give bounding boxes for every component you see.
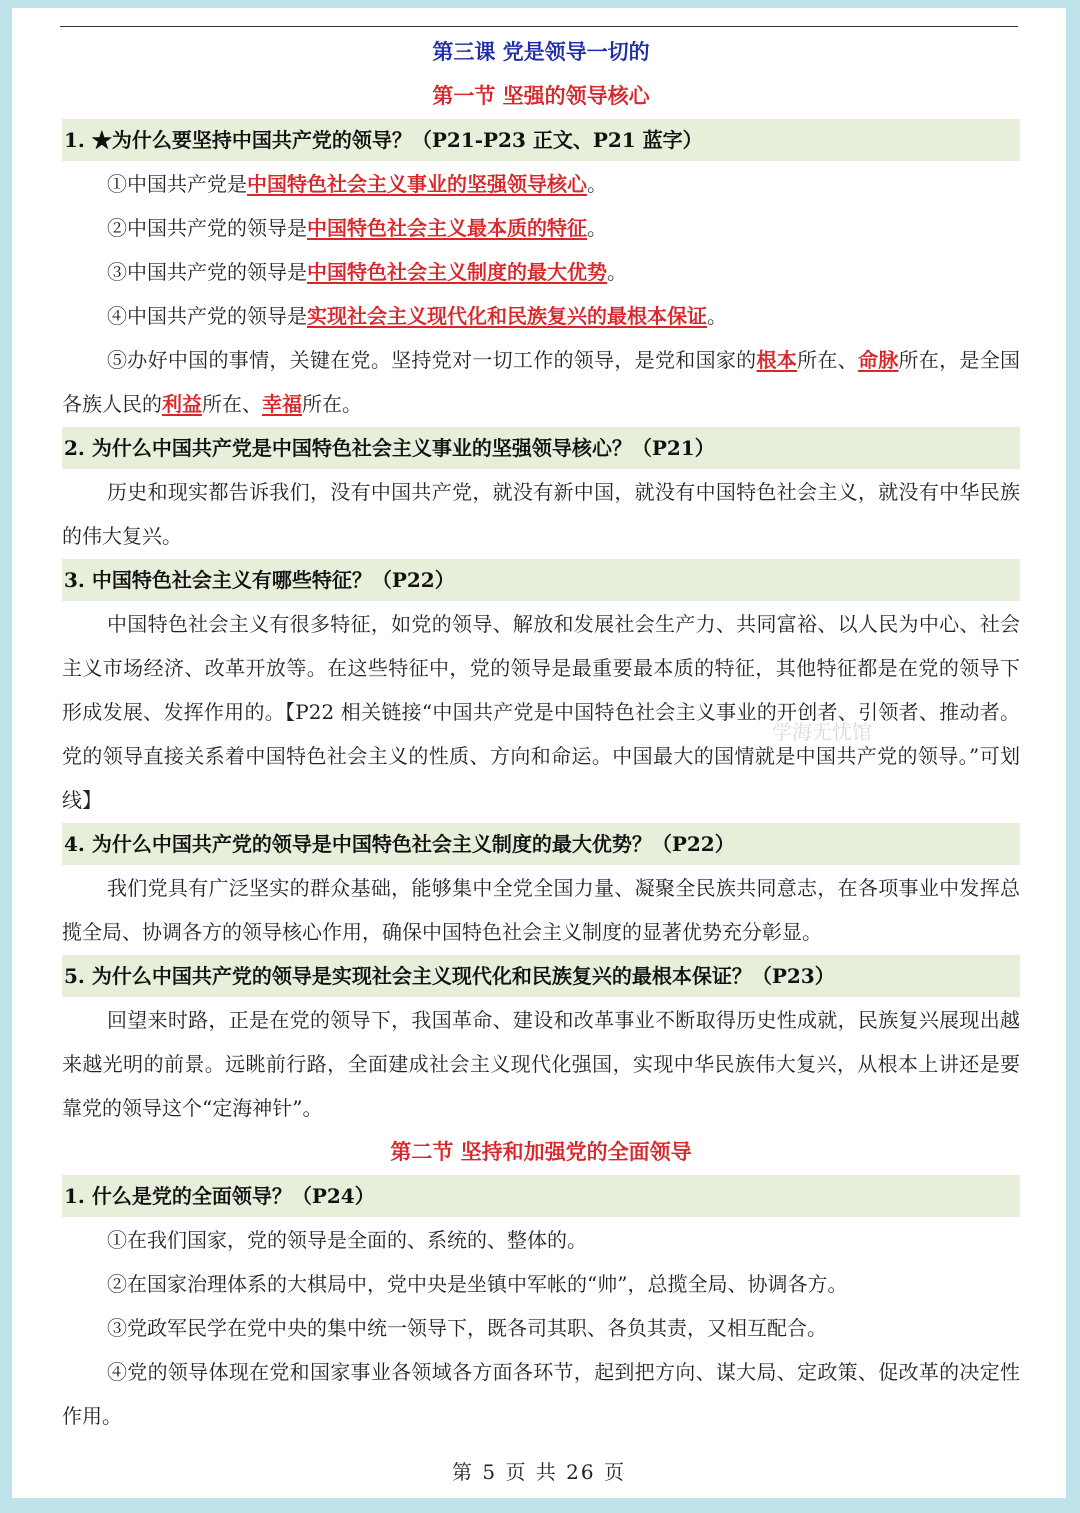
q2-answer: 历史和现实都告诉我们，没有中国共产党，就没有新中国，就没有中国特色社会主义，就没有中华民族的伟大复兴。 bbox=[62, 480, 1020, 548]
s2-item-1: ①在我们国家，党的领导是全面的、系统的、整体的。 bbox=[107, 1228, 587, 1252]
section2-question-1-heading: 1. 什么是党的全面领导？（P24） bbox=[62, 1175, 1020, 1217]
section2-title: 第二节 坚持和加强党的全面领导 bbox=[390, 1139, 692, 1164]
question-4-heading: 4. 为什么中国共产党的领导是中国特色社会主义制度的最大优势？（P22） bbox=[62, 823, 1020, 865]
question-2-heading: 2. 为什么中国共产党是中国特色社会主义事业的坚强领导核心？（P21） bbox=[62, 427, 1020, 469]
q4-answer: 我们党具有广泛坚实的群众基础，能够集中全党全国力量、凝聚全民族共同意志，在各项事业中发挥总揽全局、协调各方的领导核心作用，确保中国特色社会主义制度的显著优势充分彰显。 bbox=[62, 876, 1020, 944]
header-rule bbox=[60, 26, 1018, 27]
s2-item-4: ④党的领导体现在党和国家事业各领域各方面各环节，起到把方向、谋大局、定政策、促改革的决定性作用。 bbox=[62, 1360, 1020, 1428]
q1-item-5: ⑤办好中国的事情，关键在党。坚持党对一切工作的领导，是党和国家的根本所在、命脉所在，是全国各族人民的利益所在、幸福所在。 bbox=[62, 348, 1021, 416]
q3-answer: 中国特色社会主义有很多特征，如党的领导、解放和发展社会生产力、共同富裕、以人民为中心、社会主义市场经济、改革开放等。在这些特征中，党的领导是最重要最本质的特征，其他特征都是在党的领导下形成发展、发挥作用的。【P22 相关链接“中国共产党是中国特色社会主义事业的开创者、引领者、推动者。党的领导直接关系着中国特色社会主义的性质、方向和命运。中国最大的国情就是中国共产党的领导。”可划线】 bbox=[62, 612, 1020, 812]
q5-answer: 回望来时路，正是在党的领导下，我国革命、建设和改革事业不断取得历史性成就，民族复兴展现出越来越光明的前景。远眺前行路，全面建成社会主义现代化强国，实现中华民族伟大复兴，从根本上讲还是要靠党的领导这个“定海神针”。 bbox=[62, 1008, 1020, 1120]
q1-item-2: ②中国共产党的领导是中国特色社会主义最本质的特征。 bbox=[107, 216, 607, 240]
section1-title: 第一节 坚强的领导核心 bbox=[432, 83, 650, 108]
page-content bbox=[62, 30, 1020, 1438]
lesson-title: 第三课 党是领导一切的 bbox=[432, 39, 650, 64]
q1-item-4: ④中国共产党的领导是实现社会主义现代化和民族复兴的最根本保证。 bbox=[107, 304, 727, 328]
s2-item-2: ②在国家治理体系的大棋局中，党中央是坐镇中军帐的“帅”，总揽全局、协调各方。 bbox=[107, 1272, 848, 1296]
question-1-heading: 1. ★为什么要坚持中国共产党的领导？（P21-P23 正文、P21 蓝字） bbox=[62, 119, 1020, 161]
q1-item-3: ③中国共产党的领导是中国特色社会主义制度的最大优势。 bbox=[107, 260, 627, 284]
q1-item-1: ①中国共产党是中国特色社会主义事业的坚强领导核心。 bbox=[107, 172, 607, 196]
question-5-heading: 5. 为什么中国共产党的领导是实现社会主义现代化和民族复兴的最根本保证？（P23） bbox=[62, 955, 1020, 997]
s2-item-3: ③党政军民学在党中央的集中统一领导下，既各司其职、各负其责，又相互配合。 bbox=[107, 1316, 827, 1340]
document-page bbox=[12, 8, 1066, 1498]
question-3-heading: 3. 中国特色社会主义有哪些特征？（P22） bbox=[62, 559, 1020, 601]
page-footer: 第 5 页 共 26 页 bbox=[452, 1460, 626, 1484]
watermark: 学海无忧馆 bbox=[772, 720, 872, 744]
